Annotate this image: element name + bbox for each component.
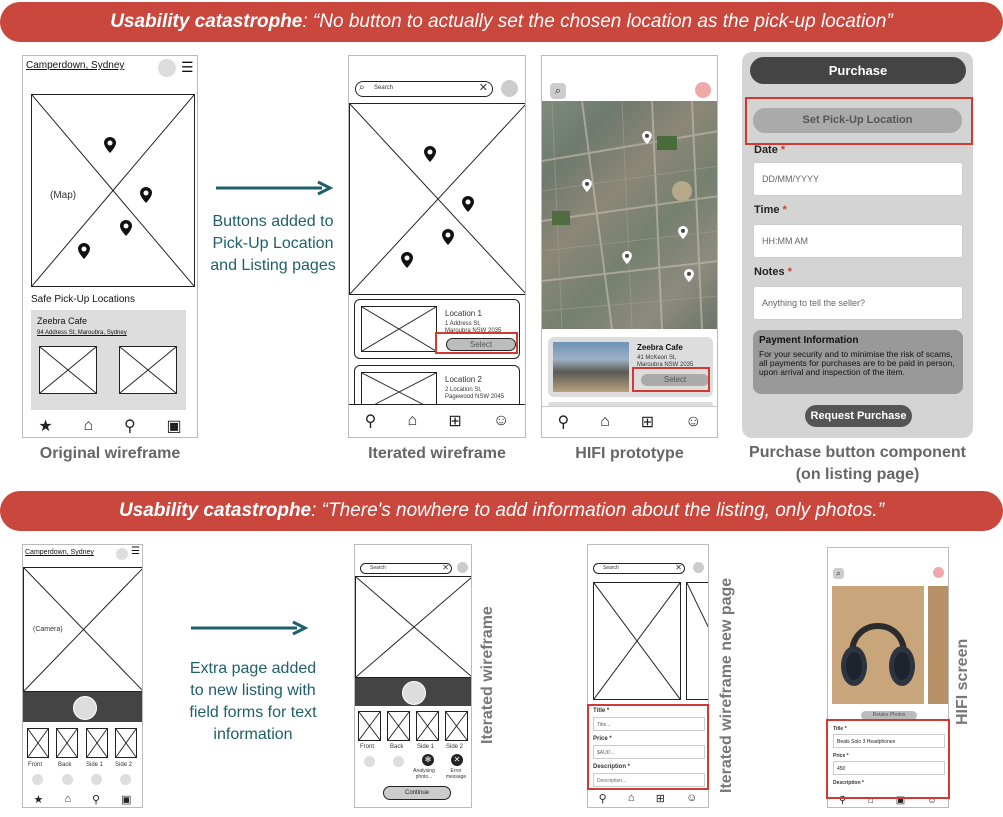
image-placeholder — [39, 346, 97, 394]
shutter-button[interactable] — [73, 696, 97, 720]
iterated-wireframe-phone — [348, 55, 526, 438]
map-pin-icon[interactable] — [120, 220, 132, 236]
select-button[interactable]: Select — [446, 338, 516, 351]
photo-slot-front[interactable] — [27, 728, 49, 758]
avatar-icon[interactable] — [116, 548, 128, 560]
add-icon[interactable]: ⊞ — [640, 414, 655, 431]
select-button[interactable]: Select — [641, 374, 709, 386]
location-icon[interactable]: ⚲ — [838, 794, 847, 806]
home-icon[interactable]: ⌂ — [627, 792, 635, 804]
image-placeholder — [361, 306, 437, 352]
caption-purchase-1: Purchase button component — [749, 444, 966, 461]
map-pin-icon[interactable] — [642, 131, 652, 144]
home-icon[interactable]: ⌂ — [867, 794, 874, 806]
check-icon — [364, 756, 375, 767]
bottom-nav — [23, 415, 197, 437]
banner-usability-2 — [0, 491, 1003, 531]
slot-label: Front — [28, 762, 43, 768]
cafe-name: Zeebra Cafe — [37, 316, 88, 326]
slot-label: Side 2 — [115, 762, 133, 768]
title-label: Title * — [593, 708, 610, 714]
banner-2-text: : “There's nowhere to add information about the listing, only photos.” — [311, 500, 885, 521]
photo-slot-side1[interactable] — [86, 728, 108, 758]
map-pin-icon[interactable] — [424, 146, 436, 162]
image-placeholder — [686, 582, 709, 700]
close-icon[interactable]: ✕ — [478, 82, 488, 94]
banner-1-text: : “No button to actually set the chosen location as the pick-up location” — [302, 11, 893, 32]
search-bar[interactable] — [593, 563, 685, 574]
search-bar[interactable] — [360, 563, 452, 574]
cafe-addr1: 41 McKeon St, — [637, 355, 677, 361]
cafe-photo — [553, 342, 629, 392]
search-icon[interactable]: ⌕ — [550, 83, 566, 99]
photo-slot-side2[interactable] — [115, 728, 137, 758]
home-icon[interactable]: ⌂ — [407, 412, 418, 429]
satellite-map[interactable] — [542, 101, 718, 329]
purchase-component — [742, 52, 973, 438]
map-pin-icon[interactable] — [684, 269, 694, 282]
slot-label: Back — [390, 744, 404, 750]
retake-photos-button[interactable]: Retake Photos — [861, 711, 917, 720]
vlabel-iterated-wireframe: Iterated wireframe — [479, 606, 496, 744]
map-pin-icon[interactable] — [78, 243, 90, 259]
location-2-addr1: 2 Location St, — [445, 387, 482, 393]
price-label: Price * — [833, 753, 849, 759]
location-label[interactable]: Camperdown, Sydney — [26, 60, 125, 71]
arrow-text-2: Extra page added to new listing with field forms for text information — [189, 660, 317, 743]
date-field[interactable]: DD/MM/YYYY — [753, 162, 963, 196]
check-icon — [32, 774, 43, 785]
slot-label: Side 1 — [417, 744, 435, 750]
continue-button[interactable]: Continue — [383, 786, 451, 800]
search-icon: ⌕ — [359, 82, 365, 93]
photo-slot-side1[interactable] — [416, 711, 439, 741]
map-pin-icon[interactable] — [401, 252, 413, 268]
search-text: Search — [370, 565, 386, 571]
profile-icon[interactable]: ☺ — [685, 413, 702, 430]
highlight-box — [632, 367, 710, 392]
time-label — [754, 204, 787, 216]
price-field[interactable]: $AUD... — [593, 745, 705, 759]
camera-bar — [355, 678, 472, 706]
vlabel-new-page: Iterated wireframe new page — [718, 577, 735, 793]
camera-label: (Camera) — [33, 626, 63, 633]
avatar-icon[interactable] — [933, 567, 944, 578]
search-text: Search — [374, 85, 394, 91]
camera-placeholder — [355, 576, 472, 678]
map-label: (Map) — [50, 190, 77, 201]
description-label: Description * — [833, 780, 864, 786]
error-icon: ✕ — [451, 754, 463, 766]
location-icon[interactable]: ⚲ — [598, 792, 607, 805]
search-icon[interactable]: ⌕ — [833, 568, 844, 579]
arrow-right-icon — [214, 180, 334, 196]
avatar-icon[interactable] — [457, 562, 468, 573]
location-icon[interactable]: ⚲ — [123, 418, 136, 435]
request-purchase-button[interactable]: Request Purchase — [805, 405, 912, 427]
slot-label: Side 1 — [86, 762, 104, 768]
profile-icon[interactable]: ☺ — [493, 412, 510, 429]
banner-2-bold: Usability catastrophe — [118, 500, 312, 521]
search-bar[interactable] — [355, 81, 493, 97]
camera-bar — [23, 692, 143, 722]
required-marker: * — [780, 144, 786, 156]
time-field[interactable]: HH:MM AM — [753, 224, 963, 258]
location-icon[interactable]: ⚲ — [364, 413, 377, 430]
cafe-address[interactable]: 94 Address St, Maroubra, Sydney — [37, 330, 127, 336]
image-placeholder — [593, 582, 681, 700]
map-pin-icon[interactable] — [442, 229, 454, 245]
location-2-addr2: Pagewood NSW 2045 — [445, 394, 505, 400]
avatar-icon[interactable] — [695, 82, 711, 98]
original-wireframe-phone — [22, 55, 198, 438]
check-icon — [62, 774, 73, 785]
notes-label — [754, 266, 792, 278]
description-field[interactable]: Description... — [593, 773, 705, 787]
map-pin-icon[interactable] — [104, 137, 116, 153]
safe-locations-title: Safe Pick-Up Locations — [31, 294, 135, 305]
location-2-title: Location 2 — [445, 375, 482, 384]
check-icon — [120, 774, 131, 785]
shutter-button[interactable] — [402, 681, 426, 705]
search-text: Search — [603, 565, 619, 571]
location-icon[interactable]: ⚲ — [557, 414, 570, 431]
menu-icon[interactable]: ☰ — [131, 546, 140, 557]
photo-slot-side2[interactable] — [445, 711, 468, 741]
map-pin-icon[interactable] — [678, 226, 688, 239]
close-icon[interactable]: ✕ — [675, 563, 682, 572]
map-pin-icon[interactable] — [462, 196, 474, 212]
bottom-nav — [23, 791, 142, 807]
add-icon[interactable]: ▣ — [895, 794, 906, 806]
home-icon[interactable]: ⌂ — [83, 417, 94, 434]
check-icon — [91, 774, 102, 785]
location-1-addr1: 1 Address St, — [445, 321, 481, 327]
close-icon[interactable]: ✕ — [442, 563, 449, 572]
avatar-icon[interactable] — [158, 59, 176, 77]
arrow-right-icon — [189, 620, 309, 636]
camera-placeholder — [23, 567, 143, 692]
slot-label: Front — [360, 744, 375, 750]
image-placeholder — [119, 346, 177, 394]
payment-info-box — [753, 330, 963, 394]
map-pin-icon[interactable] — [622, 251, 632, 264]
purchase-button[interactable]: Purchase — [750, 57, 966, 84]
cafe-addr2: Maroubra NSW 2035 — [637, 362, 694, 368]
iterated-camera-phone — [354, 544, 472, 808]
hifi-prototype-phone — [541, 55, 718, 438]
slot-label: Side 2 — [446, 744, 464, 750]
price-field[interactable]: 450 — [833, 761, 945, 775]
banner-1-bold: Usability catastrophe — [110, 11, 303, 32]
avatar-icon[interactable] — [693, 562, 704, 573]
check-icon — [393, 756, 404, 767]
map-placeholder — [31, 94, 195, 287]
banner-usability-1 — [0, 2, 1003, 42]
slot-label: Back — [58, 762, 72, 768]
description-label: Description * — [593, 764, 631, 770]
caption-iterated-wireframe: Iterated wireframe — [368, 445, 506, 462]
payment-text: For your security and to minimise the risk of scams, all payments for purchases are to be paid in person, upon arrival and inspection of the item. — [759, 349, 955, 377]
bag-icon[interactable]: ▣ — [121, 793, 132, 806]
star-icon[interactable]: ★ — [33, 793, 44, 806]
location-icon[interactable]: ⚲ — [92, 793, 101, 806]
photo-slot-back[interactable] — [387, 711, 410, 741]
home-icon[interactable]: ⌂ — [600, 413, 610, 430]
original-camera-phone — [22, 544, 143, 808]
highlight-box — [587, 704, 709, 790]
bag-icon[interactable]: ▣ — [166, 418, 182, 435]
add-icon[interactable]: ⊞ — [448, 413, 462, 430]
location-card[interactable] — [31, 310, 186, 410]
highlight-box — [826, 719, 950, 799]
headphones-icon — [832, 586, 924, 704]
error-text: Error message — [445, 768, 467, 780]
date-label-text: Date — [754, 144, 778, 156]
map-pin-icon[interactable] — [140, 187, 152, 203]
required-marker: * — [782, 204, 787, 216]
location-1-title: Location 1 — [445, 309, 482, 318]
title-label: Title * — [833, 726, 847, 732]
location-1-addr2: Maroubra NSW 2035 — [445, 328, 502, 334]
analyzing-text: Analysing photo... — [413, 768, 435, 780]
highlight-box — [745, 97, 973, 145]
photo-slot-front[interactable] — [358, 711, 381, 741]
vlabel-hifi-screen: HIFI screen — [954, 638, 971, 725]
product-photo-next — [928, 586, 949, 704]
loading-icon: ✻ — [422, 754, 434, 766]
home-icon[interactable]: ⌂ — [64, 793, 72, 805]
caption-purchase-2: (on listing page) — [795, 466, 920, 483]
map-pin-icon[interactable] — [582, 179, 592, 192]
add-icon[interactable]: ⊞ — [655, 792, 665, 805]
profile-icon[interactable]: ☺ — [686, 792, 698, 804]
set-pickup-button[interactable]: Set Pick-Up Location — [753, 108, 962, 133]
location-label[interactable]: Camperdown, Sydney — [25, 549, 94, 556]
cafe-name: Zeebra Cafe — [637, 343, 683, 352]
caption-hifi-prototype: HIFI prototype — [575, 445, 684, 462]
notes-field[interactable]: Anything to tell the seller? — [753, 286, 963, 320]
profile-icon[interactable]: ☺ — [926, 794, 938, 806]
star-icon[interactable]: ★ — [38, 418, 53, 435]
menu-icon[interactable]: ☰ — [181, 59, 194, 75]
bottom-nav — [349, 404, 525, 437]
title-field[interactable]: Beats Solo 3 Headphones — [833, 734, 945, 748]
required-marker: * — [787, 266, 792, 278]
caption-original-wireframe: Original wireframe — [39, 445, 181, 462]
price-label: Price * — [593, 736, 612, 742]
avatar-icon[interactable] — [501, 80, 518, 97]
highlight-box — [435, 332, 518, 354]
photo-slot-back[interactable] — [56, 728, 78, 758]
arrow-text-1: Buttons added to Pick-Up Location and Listing pages — [210, 213, 336, 274]
notes-label-text: Notes — [754, 266, 785, 278]
bottom-nav — [588, 788, 708, 807]
map-placeholder — [349, 103, 526, 295]
time-label-text: Time — [754, 204, 780, 216]
bottom-nav — [542, 406, 717, 437]
map-roads — [542, 101, 718, 329]
date-label — [754, 144, 785, 156]
title-field[interactable]: Title... — [593, 717, 705, 731]
product-photo — [832, 586, 924, 704]
payment-title: Payment Information — [759, 335, 859, 346]
